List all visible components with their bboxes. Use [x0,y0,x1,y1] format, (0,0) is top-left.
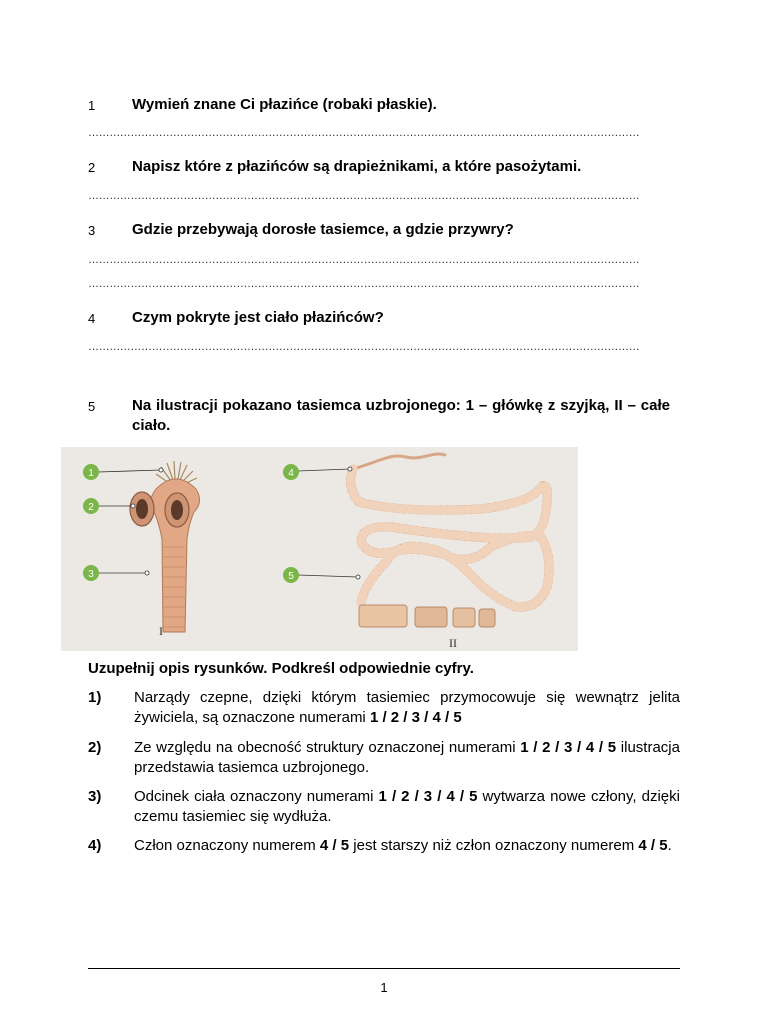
statement-number: 1) [88,689,102,706]
svg-text:5: 5 [288,571,294,582]
question-number: 2 [88,160,96,175]
scolex-drawing [130,461,200,632]
tapeworm-illustration [61,447,578,651]
statement-number: 2) [88,739,102,756]
statement-number: 4) [88,837,102,854]
answer-line[interactable]: ………………………………………………………………………………………………………………………………………… [88,127,640,139]
choices[interactable]: 4 / 5 [319,837,350,854]
choices[interactable]: 1 / 2 / 3 / 4 / 5 [378,788,478,805]
answer-line[interactable]: ………………………………………………………………………………………………………………………………………… [88,254,640,266]
question-text: Wymień znane Ci płazińce (robaki płaskie). [132,96,437,113]
footer-divider [88,968,680,969]
choices[interactable]: 1 / 2 / 3 / 4 / 5 [369,709,462,726]
answer-line[interactable]: ………………………………………………………………………………………………………………………………………… [88,278,640,290]
tapeworm-drawing [61,447,578,651]
page-number: 1 [380,980,388,995]
question-number: 1 [88,98,96,113]
label-1 [83,464,99,480]
statement-1: 1) Narządy czepne, dzięki którym tasiemiec przymocowuje się wewnątrz jelita żywiciela, są oznaczone numerami 1 / 2 / 3 / 4 / 5 [88,689,680,726]
label-2 [83,498,99,514]
question-number: 3 [88,223,96,238]
roman-label-I: I [159,624,163,638]
svg-text:4: 4 [288,468,294,479]
instruction: Uzupełnij opis rysunków. Podkreśl odpowiednie cyfry. [88,660,474,677]
question-5 [88,396,670,436]
label-5 [283,567,299,583]
choices[interactable]: 1 / 2 / 3 / 4 / 5 [520,739,617,756]
question-text: Gdzie przebywają dorosłe tasiemce, a gdzie przywry? [132,221,514,238]
statement-number: 3) [88,788,102,805]
question-number: 5 [88,399,96,414]
roman-label-II: II [449,636,457,650]
question-number: 4 [88,311,96,326]
statement-3: 3) Odcinek ciała oznaczony numerami 1 / 2 / 3 / 4 / 5 wytwarza nowe człony, dzięki czemu tasiemiec się wydłuża. [88,788,680,825]
statement-4: 4) Człon oznaczony numerem 4 / 5 jest starszy niż człon oznaczony numerem 4 / 5. [88,837,672,854]
answer-line[interactable]: ………………………………………………………………………………………………………………………………………… [88,341,640,353]
svg-text:3: 3 [88,569,94,580]
question-text: Na ilustracji pokazano tasiemca uzbrojonego: 1 – główkę z szyjką, II – całe ciało. [132,397,670,434]
label-4 [283,464,299,480]
label-3 [83,565,99,581]
svg-text:1: 1 [88,468,94,479]
statement-2: 2) Ze względu na obecność struktury oznaczonej numerami 1 / 2 / 3 / 4 / 5 ilustracja przedstawia tasiemca uzbrojonego. [88,739,680,776]
svg-text:2: 2 [88,502,94,513]
body-drawing [351,454,549,627]
question-text: Napisz które z płazińców są drapieżnikami, a które pasożytami. [132,158,582,175]
question-text: Czym pokryte jest ciało płazińców? [132,309,384,326]
choices[interactable]: 4 / 5 [638,837,668,854]
answer-line[interactable]: ………………………………………………………………………………………………………………………………………… [88,190,640,202]
